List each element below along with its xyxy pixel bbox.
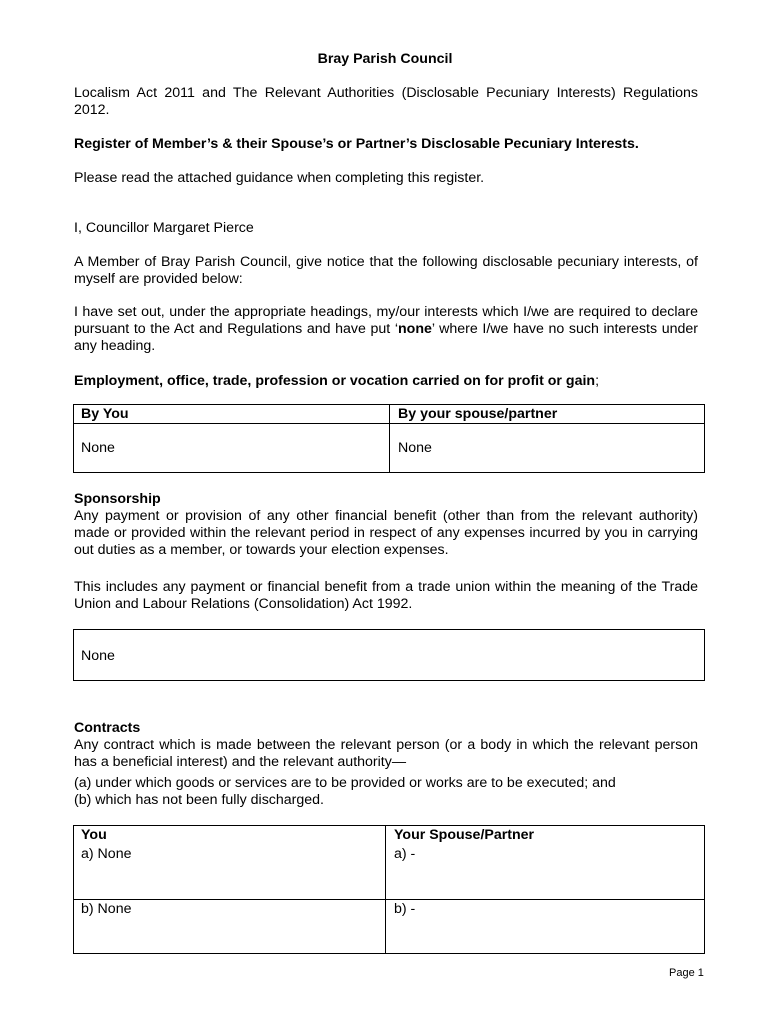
declare-before: I have set out, under the appropriate headings, my/our interests which I/we are required to declare pursuant to the Act and Regulations and have put ‘ — [74, 304, 698, 337]
document-title: Bray Parish Council — [317, 51, 453, 67]
contracts-col-you: You — [81, 827, 107, 843]
employment-table-column-divider — [389, 405, 390, 472]
contracts-table — [73, 825, 705, 954]
contracts-item-a: (a) under which goods or services are to be provided or works are to be executed; and — [74, 775, 616, 791]
contracts-spouse-b: b) - — [394, 901, 416, 917]
contracts-section — [74, 720, 698, 771]
page-number: Page 1 — [669, 967, 704, 979]
sponsorship-box — [73, 629, 705, 681]
sponsorship-heading: Sponsorship — [74, 491, 161, 507]
act-line — [74, 85, 698, 136]
contracts-col-spouse: Your Spouse/Partner — [394, 827, 535, 843]
sponsorship-value: None — [81, 648, 115, 664]
act-line-text: Localism Act 2011 and The Relevant Authorities (Disclosable Pecuniary Interests) Regulations 2012. — [74, 85, 698, 118]
employment-col-spouse: By your spouse/partner — [398, 406, 558, 422]
contracts-you-b: b) None — [81, 901, 132, 917]
declare-paragraph — [74, 304, 698, 355]
employment-col-you: By You — [81, 406, 129, 422]
declare-after: ’ where I/we have no such interests under any heading. — [74, 321, 698, 354]
guidance-text: Please read the attached guidance when completing this register. — [74, 170, 485, 186]
councillor-line: I, Councillor Margaret Pierce — [74, 220, 254, 236]
sponsorship-section — [74, 491, 698, 559]
employment-heading — [74, 373, 698, 390]
employment-val-spouse: None — [398, 440, 432, 456]
contracts-text: Any contract which is made between the relevant person (or a body in which the relevant person has a beneficial interest) and the relevant authority— — [74, 737, 698, 770]
sponsorship-text: Any payment or provision of any other financial benefit (other than from the relevant authority) made or provided within the relevant period in respect of any expenses incurred by you in carrying out duties as a member, or towards your election expenses. — [74, 508, 698, 558]
contracts-spouse-a: a) - — [394, 846, 416, 862]
contracts-heading: Contracts — [74, 720, 141, 736]
declare-none: none — [398, 321, 432, 337]
contracts-item-b: (b) which has not been fully discharged. — [74, 792, 324, 808]
contracts-table-divider — [74, 899, 704, 900]
contracts-table-column-divider — [385, 826, 386, 953]
register-title: Register of Member’s & their Spouse’s or Partner’s Disclosable Pecuniary Interests. — [74, 136, 639, 152]
member-notice: A Member of Bray Parish Council, give notice that the following disclosable pecuniary interests, of myself are provided below: — [74, 254, 698, 287]
employment-heading-text: Employment, office, trade, profession or vocation carried on for profit or gain — [74, 373, 596, 389]
sponsorship-text-2: This includes any payment or financial benefit from a trade union within the meaning of the Trade Union and Labour Relations (Consolidation) Act 1992. — [74, 579, 698, 612]
employment-table — [73, 404, 705, 473]
employment-heading-suffix: ; — [595, 373, 600, 389]
contracts-you-a: a) None — [81, 846, 132, 862]
employment-val-you: None — [81, 440, 115, 456]
